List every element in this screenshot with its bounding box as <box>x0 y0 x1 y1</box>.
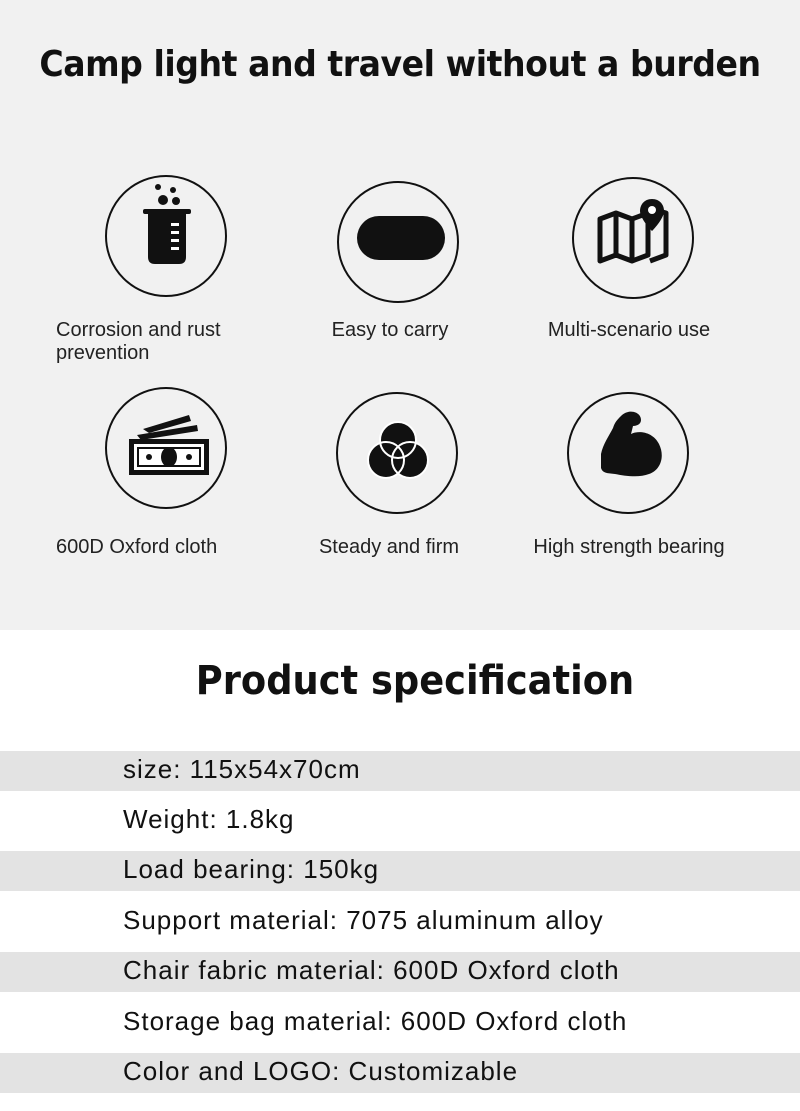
spec-text: Weight: 1.8kg <box>123 804 295 834</box>
feature-label-line: prevention <box>56 342 150 364</box>
spec-text: size: 115x54x70cm <box>123 754 361 784</box>
spec-row <box>0 1053 800 1093</box>
feature-label-bearing: High strength bearing <box>533 536 725 558</box>
spec-text: Storage bag material: 600D Oxford cloth <box>123 1006 628 1036</box>
banknote-icon <box>105 387 227 509</box>
spec-row <box>0 801 800 841</box>
feature-label-steady: Steady and firm <box>318 536 460 558</box>
capsule-icon <box>337 181 459 303</box>
spec-row <box>0 751 800 791</box>
feature-label-corrosion <box>56 319 221 365</box>
map-pin-icon <box>572 177 694 299</box>
spec-section-title: Product specification <box>195 658 635 704</box>
spec-row <box>0 952 800 992</box>
spec-row <box>0 902 800 942</box>
feature-label-scenario: Multi-scenario use <box>547 319 711 341</box>
spec-text: Chair fabric material: 600D Oxford cloth <box>123 955 620 985</box>
feature-label-line: Corrosion and rust <box>56 319 221 341</box>
flexed-arm-icon <box>567 392 689 514</box>
spec-row <box>0 1003 800 1043</box>
spec-row <box>0 851 800 891</box>
spec-text: Support material: 7075 aluminum alloy <box>123 905 604 935</box>
spec-text: Color and LOGO: Customizable <box>123 1056 519 1086</box>
feature-label-oxford: 600D Oxford cloth <box>56 536 218 558</box>
spec-text: Load bearing: 150kg <box>123 854 380 884</box>
venn-circles-icon <box>336 392 458 514</box>
feature-label-carry: Easy to carry <box>331 319 449 341</box>
beaker-icon <box>105 175 227 297</box>
page-title: Camp light and travel without a burden <box>39 44 761 85</box>
